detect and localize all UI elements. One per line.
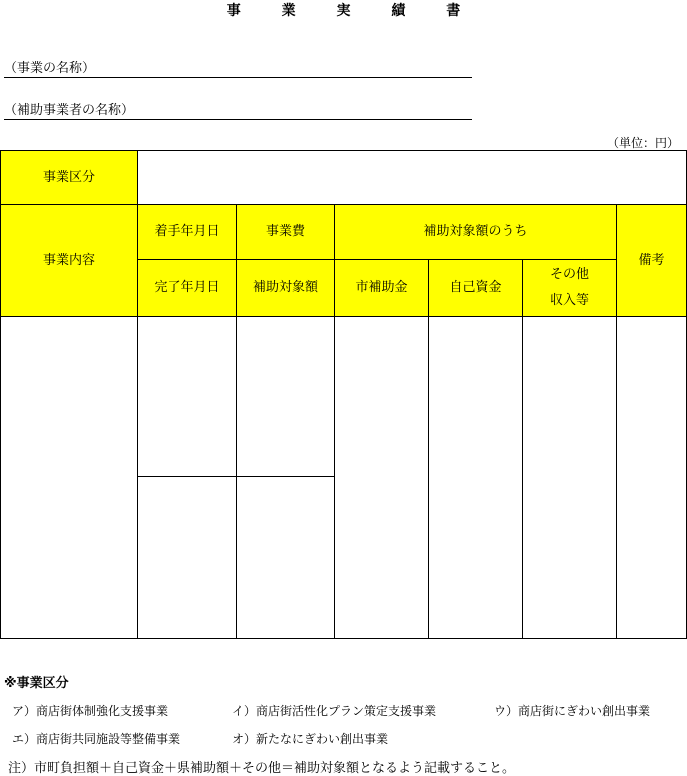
category-header: 事業区分	[0, 150, 138, 205]
subsidy-amount-header: 補助対象額	[236, 259, 335, 317]
content-body-cell[interactable]	[0, 316, 138, 639]
note-item-a: ア）商店街体制強化支援事業	[12, 704, 169, 718]
note-item-i: イ）商店街活性化プラン策定支援事業	[232, 704, 437, 718]
footnote: 注）市町負担額＋自己資金＋県補助額＋その他＝補助対象額となるよう記載すること。	[8, 761, 516, 776]
subsidy-amount-cell[interactable]	[236, 476, 335, 639]
city-subsidy-header: 市補助金	[334, 259, 429, 317]
project-cost-header: 事業費	[236, 204, 335, 260]
business-name-field[interactable]: （事業の名称）	[4, 62, 472, 78]
completion-date-cell[interactable]	[137, 476, 237, 639]
project-cost-cell[interactable]	[236, 316, 335, 477]
start-date-header: 着手年月日	[137, 204, 237, 260]
notes-title: ※事業区分	[4, 676, 69, 691]
other-income-cell[interactable]	[522, 316, 617, 639]
other-income-line2: 収入等	[549, 293, 589, 308]
note-item-o: オ）新たなにぎわい創出事業	[232, 732, 389, 746]
city-subsidy-cell[interactable]	[334, 316, 429, 639]
document-title: 事 業 実 績 書	[226, 3, 479, 19]
results-table	[0, 150, 687, 639]
category-value-cell[interactable]	[137, 150, 687, 205]
subsidy-breakdown-header: 補助対象額のうち	[334, 204, 617, 260]
completion-date-header: 完了年月日	[137, 259, 237, 317]
start-date-cell[interactable]	[137, 316, 237, 477]
note-item-u: ウ）商店街にぎわい創出事業	[494, 704, 651, 718]
note-item-e: エ）商店街共同施設等整備事業	[12, 732, 181, 746]
own-funds-cell[interactable]	[428, 316, 523, 639]
content-header: 事業内容	[0, 204, 138, 317]
remarks-cell[interactable]	[616, 316, 687, 639]
unit-label: （単位：円）	[606, 136, 679, 150]
operator-name-field[interactable]: （補助事業者の名称）	[4, 104, 472, 120]
remarks-header: 備考	[616, 204, 687, 317]
other-income-line1: その他	[549, 267, 589, 282]
other-income-header	[522, 259, 617, 317]
own-funds-header: 自己資金	[428, 259, 523, 317]
